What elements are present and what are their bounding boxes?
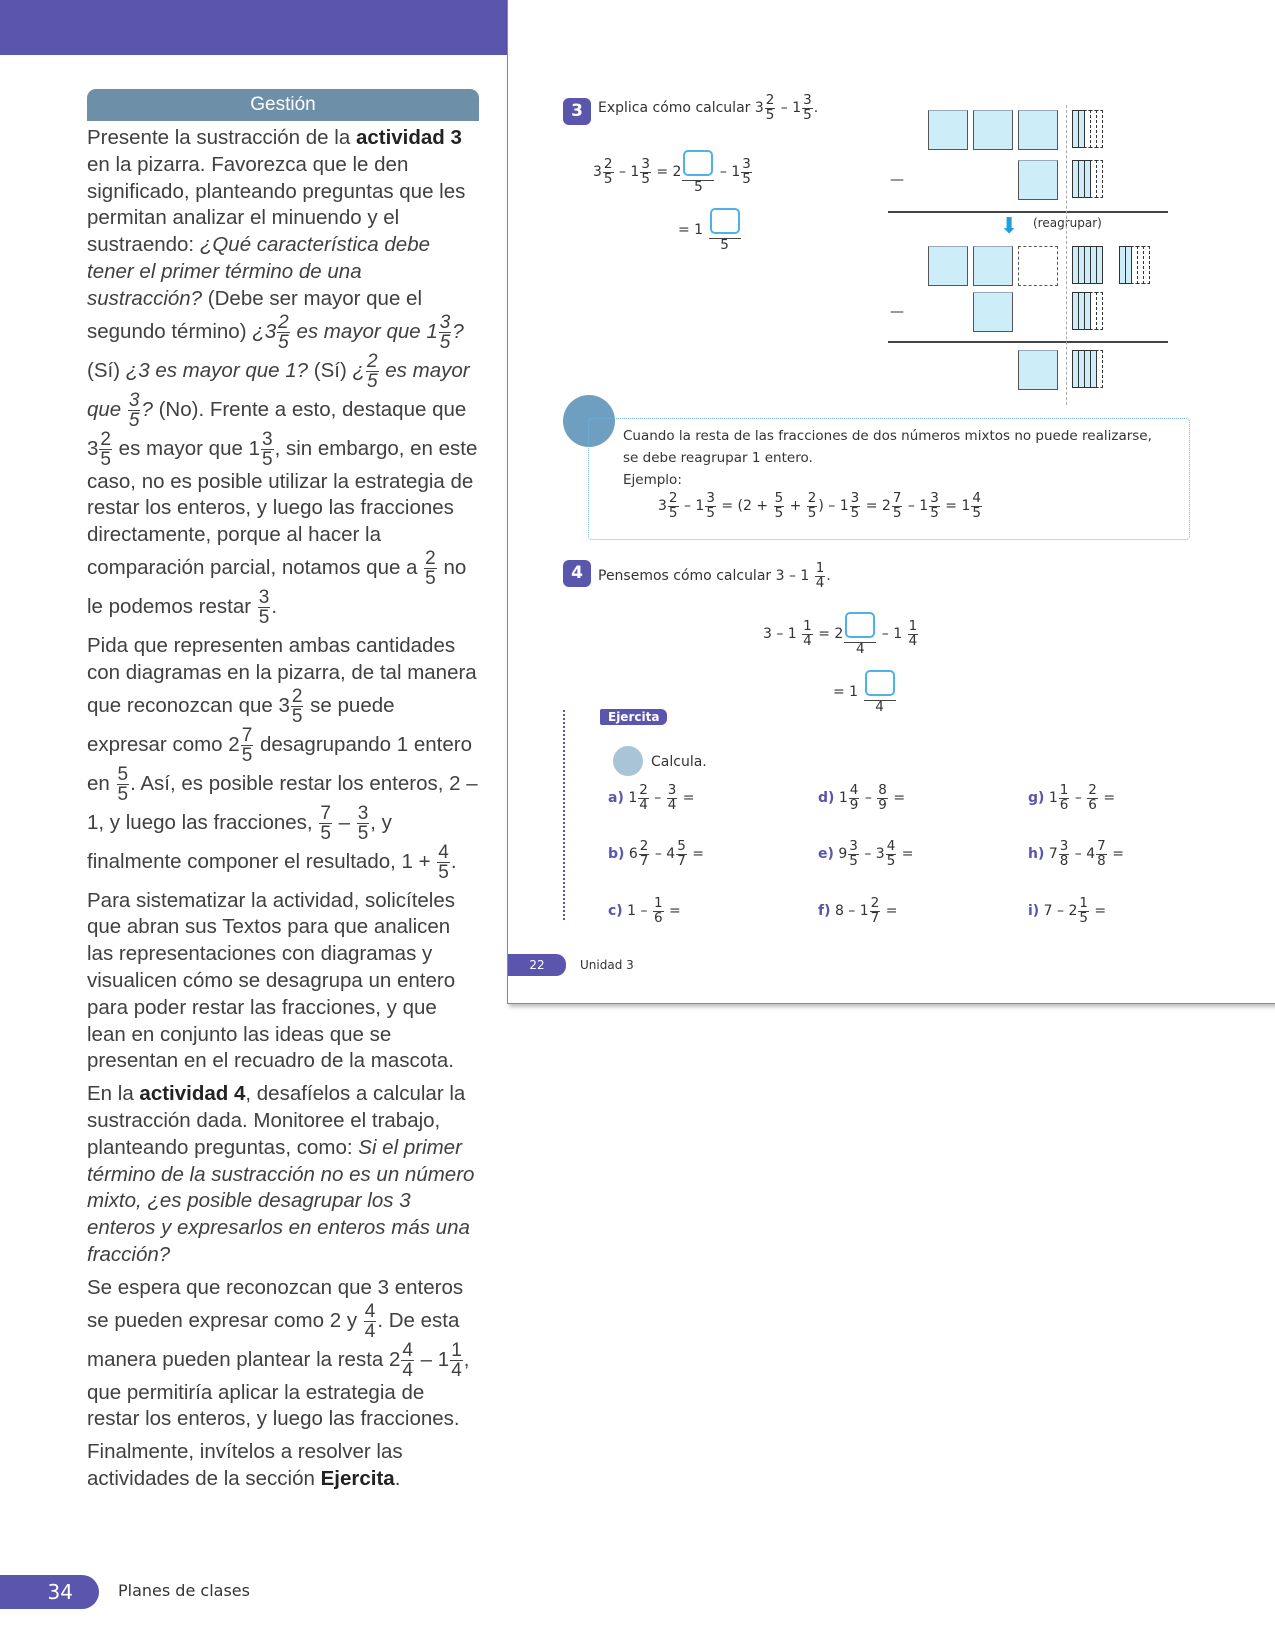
minus-sign: — — [890, 172, 904, 188]
exercise-item: d) 1 $\frac{4}{9}$ – $\frac{8}{9}$ = — [818, 782, 906, 813]
header-band — [0, 0, 510, 55]
exercise-item: e) 9 $\frac{3}{5}$ – 3 $\frac{4}{5}$ = — [818, 838, 914, 869]
exercise-label: b) — [608, 846, 625, 862]
exercise-label: c) — [608, 903, 623, 919]
paragraph: Para sistematizar la actividad, solicíteles que abran sus Textos para que analicen las representaciones con diagramas y visualicen cómo se desagrupa un entero para poder restar las fracciones, y que lean en conjunto las ideas que se presentan en el recuadro de la mascota. — [87, 888, 456, 1073]
exercise-item: c) 1 – $\frac{1}{6}$ = — [608, 895, 681, 926]
regroup-label: (reagrupar) — [1033, 216, 1102, 230]
exercise-item: b) 6 $\frac{2}{7}$ – 4 $\frac{5}{7}$ = — [608, 838, 704, 869]
exercise-item: g) 1 $\frac{1}{6}$ – $\frac{2}{6}$ = — [1028, 782, 1116, 813]
answer-box[interactable] — [710, 208, 740, 234]
section-title: Gestión — [87, 89, 479, 121]
activity-number: 4 — [563, 560, 591, 587]
example-equation: 3 $\frac{2}{5}$ – 1 $\frac{3}{5}$ = (2 + $\frac{5}{5}$ + $\frac{2}{5}$ ) – 1 $\frac{3}{5}$ = 2 $\frac{7}{5}$ – 1 $\frac{3}{5}$ = 1 $\frac{4}{5}$ — [658, 490, 981, 521]
down-arrow-icon: ⬇ — [1000, 214, 1019, 239]
exercise-label: d) — [818, 790, 835, 806]
activity-4-prompt: Pensemos cómo calcular 3 – 1 $\frac{1}{4}$ . — [598, 560, 831, 591]
activity-3-step-1: 3 $\frac{2}{5}$ – 1 $\frac{3}{5}$ = 2 5 – 1 $\frac{3}{5}$ — [593, 150, 753, 194]
activity-4-step-1: 3 – 1 $\frac{1}{4}$ = 2 4 – 1 $\frac{1}{4}$ — [763, 612, 919, 656]
answer-box[interactable] — [865, 670, 895, 696]
exercise-item: i) 7 – 2 $\frac{1}{5}$ = — [1028, 895, 1107, 926]
unit-label: Unidad 3 — [580, 958, 634, 972]
activity-number: 3 — [563, 98, 591, 125]
footer-label: Planes de clases — [118, 1581, 250, 1600]
exercise-label: i) — [1028, 903, 1040, 919]
ejercita-badge: Ejercita — [600, 709, 667, 725]
paragraph: Presente la sustracción de la actividad 3 en la pizarra. Favorezca que le den significado, planteando preguntas que les permitan analizar el minuendo y el sustraendo: ¿Qué característica debe tener el primer término de una sustracción? (Debe ser mayor que el segundo término) ¿3 $\frac{2}{5}$ es mayor que 1 $\frac{3}{5}$ ? (Sí) ¿3 es mayor que 1? (Sí) ¿ $\frac{2}{5}$ es mayor que $\frac{3}{5}$ ? (No). Frente a esto, destaque que 3 $\frac{2}{5}$ es mayor que 1 $\frac{3}{5}$ , sin embargo, en este caso, no es posible utilizar la estrategia de restar los enteros, y luego las fracciones directamente, porque al hacer la comparación parcial, notamos que a $\frac{2}{5}$ no le podemos restar $\frac{3}{5}$ . — [87, 126, 478, 628]
exercise-label: a) — [608, 790, 624, 806]
student-page-inset: 3 Explica cómo calcular 3 $\frac{2}{5}$ – 1 $\frac{3}{5}$ . 3 $\frac{2}{5}$ – 1 $\frac{3}{5}$ = 2 5 – 1 $\frac{3}{5}$ = 1 5 — ⬇ (reagrupar) — Cuando la resta de las fracciones de dos números mixtos no puede realizarse, se debe reagrupar 1 entero. Ejemplo: 3 $\frac{2}{5}$ – 1 $\frac{3}{5}$ = (2 + $\frac{5}{5}$ + $\frac{2}{5}$ ) – 1 $\frac{3}{5}$ = 2 $\frac{7}{5}$ – 1 $\frac{3}{5}$ = 1 $\frac{4}{5}$ 4 Pensemos cómo calcular 3 – 1 $\frac{1}{4}$ . 3 – 1 $\frac{1}{4}$ = 2 4 – 1 $\frac{1}{4}$ = 1 4 Ejercita Calcula. a) 1 $\frac{2}{4}$ – $\frac{3}{4}$ = b) 6 $\frac{2}{7}$ – 4 $\frac{5}{7}$ = c) 1 – $\frac{1}{6}$ = d) 1 $\frac{4}{9}$ – $\frac{8}{9}$ = e) 9 $\frac{3}{5}$ – 3 $\frac{4}{5}$ = f) 8 – 1 $\frac{2}{7}$ = g) 1 $\frac{1}{6}$ – $\frac{2}{6}$ = h) 7 $\frac{3}{8}$ – 4 $\frac{7}{8}$ = i) 7 – 2 $\frac{1}{5}$ = 22 Unidad 3 — [507, 0, 1275, 1004]
exercise-label: g) — [1028, 790, 1045, 806]
student-page-number: 22 — [508, 954, 566, 976]
exercise-item: h) 7 $\frac{3}{8}$ – 4 $\frac{7}{8}$ = — [1028, 838, 1124, 869]
answer-box[interactable] — [845, 612, 875, 638]
page-number: 34 — [0, 1575, 99, 1609]
exercise-label: f) — [818, 903, 831, 919]
paragraph: Se espera que reconozcan que 3 enteros se pueden expresar como 2 y $\frac{4}{4}$ . De esta manera pueden plantear la resta 2 $\frac{4}{4}$ – 1 $\frac{1}{4}$ , que permitiría aplicar la estrategia de restar los enteros, y luego las fracciones. — [87, 1275, 470, 1431]
exercise-label: e) — [818, 846, 834, 862]
exercise-item: f) 8 – 1 $\frac{2}{7}$ = — [818, 895, 898, 926]
activity-3-step-2: = 1 5 — [678, 208, 742, 252]
activity-4-step-2: = 1 4 — [833, 670, 897, 714]
answer-box[interactable] — [683, 150, 713, 176]
book-icon — [613, 746, 643, 776]
paragraph: En la actividad 4, desafíelos a calcular la sustracción dada. Monitoree el trabajo, planteando preguntas, como: Si el primer término de la sustracción no es un número mixto, ¿es posible desagrupar los 3 enteros y expresarlos en enteros más una fracción? — [87, 1082, 475, 1266]
exercise-label: h) — [1028, 846, 1045, 862]
exercise-item: a) 1 $\frac{2}{4}$ – $\frac{3}{4}$ = — [608, 782, 695, 813]
paragraph: Finalmente, invítelos a resolver las actividades de la sección Ejercita. — [87, 1440, 403, 1490]
ejercita-rail — [563, 710, 565, 920]
paragraph: Pida que representen ambas cantidades con diagramas en la pizarra, de tal manera que reconozcan que 3 $\frac{2}{5}$ se puede expresar como 2 $\frac{7}{5}$ desagrupando 1 entero en $\frac{5}{5}$ . Así, es posible restar los enteros, 2 – 1, y luego las fracciones, $\frac{7}{5}$ – $\frac{3}{5}$ , y finalmente componer el resultado, 1 + $\frac{4}{5}$ . — [87, 633, 478, 883]
activity-3-prompt: Explica cómo calcular 3 $\frac{2}{5}$ – 1 $\frac{3}{5}$ . — [598, 92, 819, 123]
teacher-guide-column — [87, 89, 479, 1499]
